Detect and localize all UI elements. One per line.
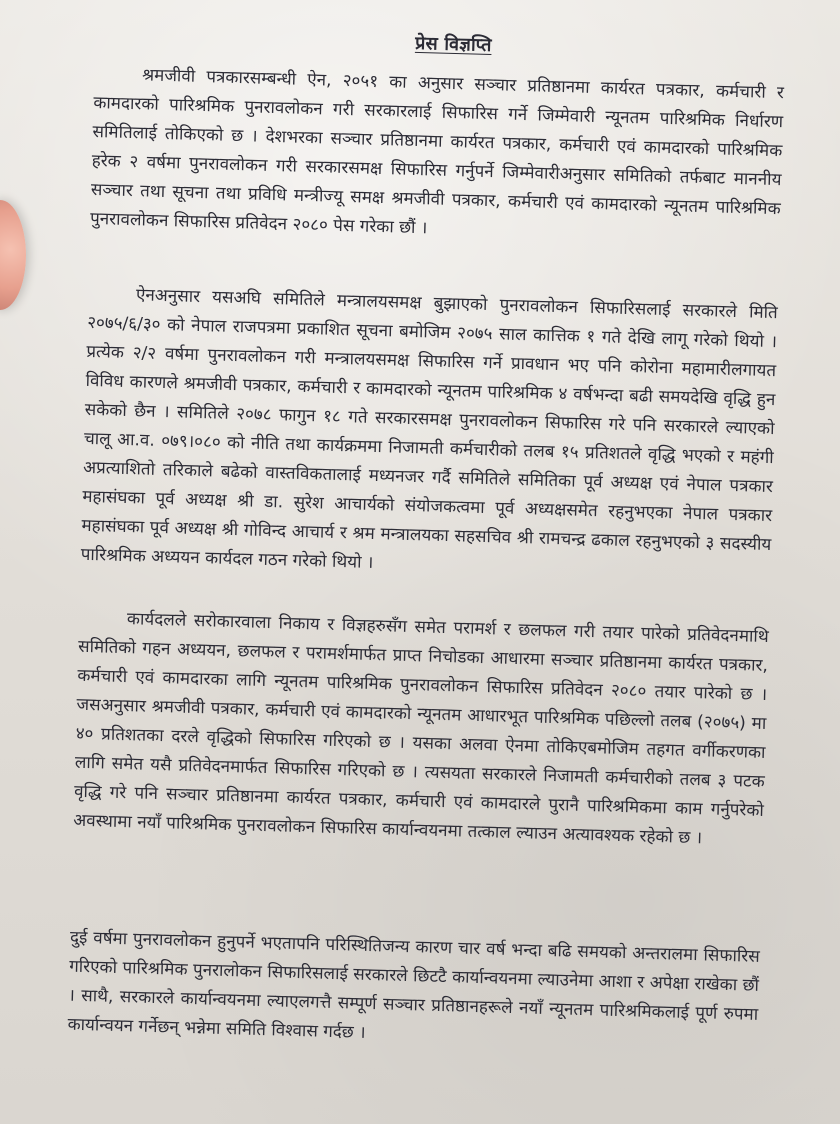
paragraph-2: ऐनअनुसार यसअघि समितिले मन्त्रालयसमक्ष बुझाएको पुनरावलोकन सिफारिसलाई सरकारले मिति २०७५/६/३० को नेपाल राजपत्रमा प्रकाशित सूचना बमोजिम २०७५ साल कात्तिक १ गते देखि लागू गरेको थियो । प्रत्येक २/२ वर्षमा पुनरावलोकन गरी मन्त्रालयसमक्ष सिफारिस गर्ने प्रावधान भए पनि कोरोना महामारीलगायत विविध कारणले श्रमजीवी पत्रकार, कर्मचारी र कामदारको न्यूनतम पारिश्रमिक ४ वर्षभन्दा बढी समयदेखि वृद्धि हुन सकेको छैन । समितिले २०७८ फागुन १८ गते सरकारसमक्ष पुनरावलोकन सिफारिस गरे पनि सरकारले ल्याएको चालू आ.व. ०७९।०८० को नीति तथा कार्यक्रममा निजामती कर्मचारीको तलब १५ प्रतिशतले वृद्धि भएको र महंगी अप्रत्याशितो तरिकाले बढेको वास्तविकतालाई मध्यनजर गर्दै समितिले समितिका पूर्व अध्यक्ष एवं नेपाल पत्रकार महासंघका पूर्व अध्यक्ष श्री डा. सुरेश आचार्यको संयोजकत्वमा पूर्व अध्यक्षसमेत रहनुभएका नेपाल पत्रकार महासंघका पूर्व अध्यक्ष श्री गोविन्द आचार्य र श्रम मन्त्रालयका सहसचिव श्री रामचन्द्र ढकाल रहनुभएको ३ सदस्यीय पारिश्रमिक अध्ययन कार्यदल गठन गरेको थियो ।: [80, 285, 779, 573]
paragraph-1: श्रमजीवी पत्रकारसम्बन्धी ऐन, २०५१ का अनुसार सञ्चार प्रतिष्ठानमा कार्यरत पत्रकार, कर्मचारी र कामदारको पारिश्रमिक पुनरावलोकन गरी सरकारलाई सिफारिस गर्ने जिम्मेवारी न्यूनतम पारिश्रमिक निर्धारण समितिलाई तोकिएको छ । देशभरका सञ्चार प्रतिष्ठानमा कार्यरत पत्रकार, कर्मचारी एवं कामदारको पारिश्रमिक हरेक २ वर्षमा पुनरावलोकन गरी सरकारसमक्ष सिफारिस गर्नुपर्ने जिम्मेवारीअनुसार समितिको तर्फबाट माननीय सञ्चार तथा सूचना तथा प्रविधि मन्त्रीज्यू समक्ष श्रमजीवी पत्रकार, कर्मचारी एवं कामदारको न्यूनतम पारिश्रमिक पुनरावलोकन सिफारिस प्रतिवेदन २०८० पेस गरेका छौं ।: [89, 65, 785, 239]
paragraph-3: कार्यदलले सरोकारवाला निकाय र विज्ञहरुसँग समेत परामर्श र छलफल गरी तयार पारेको प्रतिवेदनमाथि समितिको गहन अध्ययन, छलफल र परामर्शमार्फत प्राप्त निचोडका आधारमा सञ्चार प्रतिष्ठानमा कार्यरत पत्रकार, कर्मचारी एवं कामदारका लागि न्यूनतम पारिश्रमिक पुनरावलोकन सिफारिस प्रतिवेदन २०८० तयार पारेको छ । जसअनुसार श्रमजीवी पत्रकार, कर्मचारी एवं कामदारको न्यूनतम आधारभूत पारिश्रमिक पछिल्लो तलब (२०७५) मा ४० प्रतिशतका दरले वृद्धिको सिफारिस गरिएको छ । यसका अलवा ऐनमा तोकिएबमोजिम तहगत वर्गीकरणका लागि समेत यसै प्रतिवेदनमार्फत सिफारिस गरिएको छ । त्यसयता सरकारले निजामती कर्मचारीको तलब ३ पटक वृद्धि गरे पनि सञ्चार प्रतिष्ठानमा कार्यरत पत्रकार, कर्मचारी एवं कामदारले पुरानै पारिश्रमिकमा काम गर्नुपरेको अवस्थामा नयाँ पारिश्रमिक पुनरावलोकन सिफारिस कार्यान्वयनमा तत्काल ल्याउन अत्यावश्यक रहेको छ ।: [73, 609, 769, 849]
paragraph-4: दुई वर्षमा पुनरावलोकन हुनुपर्ने भएतापनि परिस्थितिजन्य कारण चार वर्ष भन्दा बढि समयको अन्तरालमा सिफारिस गरिएको पारिश्रमिक पुनरालोकन सिफारिसलाई सरकारले छिटटै कार्यान्वयनमा ल्याउनेमा आशा र अपेक्षा राखेका छौं । साथै, सरकारले कार्यान्वयनमा ल्याएलगत्तै सम्पूर्ण सञ्चार प्रतिष्ठानहरूले नयाँ न्यूनतम पारिश्रमिकलाई पूर्ण रुपमा कार्यान्वयन गर्नेछन् भन्नेमा समिति विश्वास गर्दछ ।: [67, 927, 761, 1043]
document-title: प्रेस विज्ञप्ति: [414, 32, 492, 57]
finger-edge: [0, 200, 26, 310]
press-release-sheet: [66, 8, 786, 1117]
